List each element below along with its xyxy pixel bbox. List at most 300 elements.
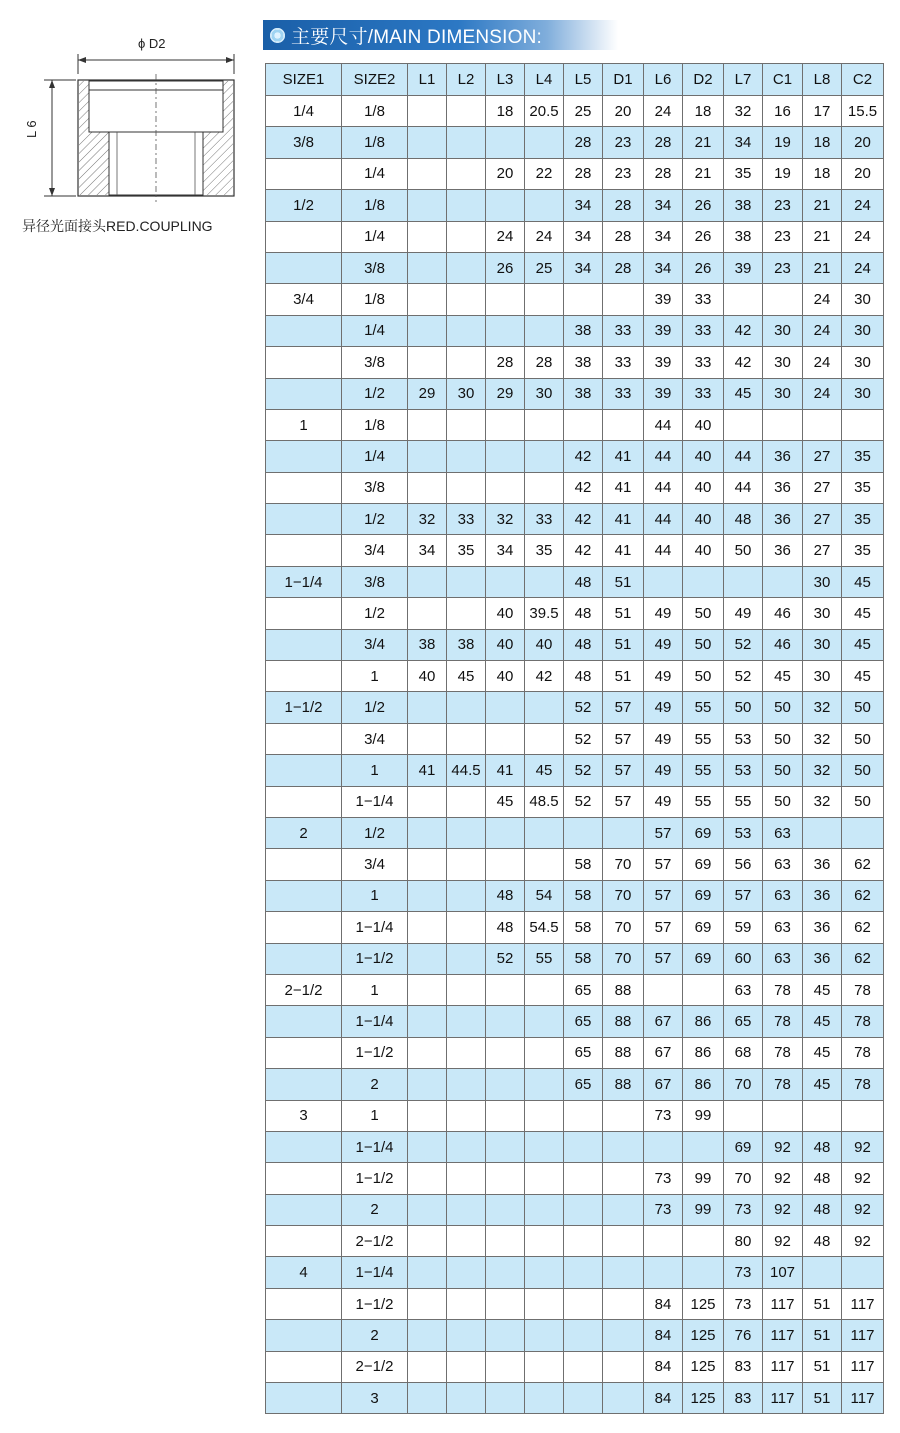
table-cell: 48	[564, 598, 603, 629]
coupling-drawing	[20, 34, 250, 244]
table-cell	[266, 849, 342, 880]
table-cell: 41	[603, 441, 644, 472]
table-cell: 52	[724, 661, 763, 692]
table-header-row	[266, 64, 884, 96]
table-cell: 24	[803, 347, 842, 378]
table-cell: 63	[763, 817, 803, 848]
table-cell: 78	[842, 1006, 884, 1037]
table-cell: 2−1/2	[342, 1226, 408, 1257]
bullet-icon	[270, 28, 285, 43]
table-cell: 40	[683, 472, 724, 503]
table-cell	[266, 1226, 342, 1257]
table-cell: 40	[408, 661, 447, 692]
table-cell: 3/8	[342, 566, 408, 597]
table-row	[266, 1069, 884, 1100]
table-cell: 1/2	[266, 190, 342, 221]
table-row	[266, 1257, 884, 1288]
table-cell	[486, 1257, 525, 1288]
table-cell: 57	[603, 692, 644, 723]
table-cell: 34	[564, 252, 603, 283]
table-cell: 50	[842, 692, 884, 723]
table-cell	[564, 409, 603, 440]
table-cell	[644, 974, 683, 1005]
table-cell: 1	[342, 755, 408, 786]
table-cell: 36	[803, 943, 842, 974]
table-cell: 36	[763, 504, 803, 535]
table-cell: 15.5	[842, 96, 884, 127]
table-cell	[408, 1351, 447, 1382]
table-cell	[447, 1006, 486, 1037]
table-cell: 45	[525, 755, 564, 786]
table-cell: 58	[564, 849, 603, 880]
table-cell: 117	[763, 1383, 803, 1414]
table-cell: 36	[803, 880, 842, 911]
table-cell: 73	[644, 1163, 683, 1194]
table-cell: 3/8	[266, 127, 342, 158]
table-cell: 58	[564, 912, 603, 943]
table-cell: 42	[724, 315, 763, 346]
table-cell: 39.5	[525, 598, 564, 629]
table-cell: 80	[724, 1226, 763, 1257]
table-cell: 34	[644, 221, 683, 252]
table-cell	[447, 96, 486, 127]
table-cell: 21	[803, 221, 842, 252]
table-cell: 62	[842, 943, 884, 974]
table-cell: 38	[447, 629, 486, 660]
table-cell	[564, 1226, 603, 1257]
table-cell: 1/8	[342, 284, 408, 315]
table-row	[266, 943, 884, 974]
table-cell: 1	[342, 1100, 408, 1131]
table-cell: 63	[763, 880, 803, 911]
table-cell: 1−1/4	[342, 1006, 408, 1037]
table-cell	[603, 1320, 644, 1351]
table-cell: 53	[724, 817, 763, 848]
table-row	[266, 1194, 884, 1225]
table-cell	[486, 817, 525, 848]
table-cell	[486, 566, 525, 597]
table-cell: 63	[763, 943, 803, 974]
column-header: L4	[525, 64, 564, 96]
table-cell: 50	[724, 692, 763, 723]
table-row	[266, 1131, 884, 1162]
table-cell: 1−1/4	[342, 786, 408, 817]
table-cell	[408, 315, 447, 346]
table-cell: 27	[803, 504, 842, 535]
table-cell	[525, 723, 564, 754]
table-row	[266, 1320, 884, 1351]
table-cell	[447, 1226, 486, 1257]
table-cell	[644, 1131, 683, 1162]
table-cell	[408, 1288, 447, 1319]
table-cell	[564, 1131, 603, 1162]
table-cell: 49	[724, 598, 763, 629]
table-cell: 41	[603, 472, 644, 503]
table-cell	[603, 1257, 644, 1288]
table-cell: 1/2	[342, 504, 408, 535]
table-cell: 84	[644, 1288, 683, 1319]
table-cell: 2	[266, 817, 342, 848]
table-cell: 73	[724, 1194, 763, 1225]
table-cell: 30	[763, 315, 803, 346]
table-cell: 38	[724, 190, 763, 221]
table-cell: 36	[763, 535, 803, 566]
table-cell: 23	[763, 221, 803, 252]
table-row	[266, 96, 884, 127]
table-cell	[683, 1257, 724, 1288]
table-cell	[525, 974, 564, 1005]
table-cell: 1−1/2	[342, 1163, 408, 1194]
table-row	[266, 190, 884, 221]
table-cell: 39	[644, 315, 683, 346]
table-cell: 57	[603, 786, 644, 817]
table-cell	[803, 1257, 842, 1288]
table-cell	[724, 409, 763, 440]
table-cell	[842, 1257, 884, 1288]
table-cell: 46	[763, 598, 803, 629]
table-cell: 78	[842, 1037, 884, 1068]
table-cell: 44	[644, 472, 683, 503]
table-row	[266, 315, 884, 346]
table-cell: 42	[564, 441, 603, 472]
table-cell: 1−1/2	[266, 692, 342, 723]
table-cell	[564, 1383, 603, 1414]
table-cell: 44	[644, 504, 683, 535]
table-row	[266, 661, 884, 692]
table-cell: 54.5	[525, 912, 564, 943]
table-cell: 52	[564, 786, 603, 817]
table-cell: 83	[724, 1351, 763, 1382]
dimension-l6-label: L 6	[24, 120, 39, 138]
table-cell: 63	[763, 849, 803, 880]
table-cell	[486, 692, 525, 723]
table-cell: 34	[644, 190, 683, 221]
table-cell: 34	[724, 127, 763, 158]
table-cell: 49	[644, 598, 683, 629]
table-cell: 1/8	[342, 96, 408, 127]
table-cell: 35	[842, 441, 884, 472]
table-cell	[603, 1383, 644, 1414]
table-cell: 51	[603, 661, 644, 692]
column-header: L6	[644, 64, 683, 96]
table-cell: 30	[525, 378, 564, 409]
table-cell: 70	[603, 849, 644, 880]
column-header: L8	[803, 64, 842, 96]
table-cell: 28	[486, 347, 525, 378]
table-row	[266, 1163, 884, 1194]
table-row	[266, 158, 884, 189]
table-cell: 1	[266, 409, 342, 440]
table-cell: 49	[644, 723, 683, 754]
table-cell: 1/4	[342, 221, 408, 252]
table-cell	[486, 974, 525, 1005]
table-cell: 30	[803, 566, 842, 597]
table-cell: 33	[603, 378, 644, 409]
table-cell	[266, 1288, 342, 1319]
table-cell: 36	[803, 849, 842, 880]
table-cell: 45	[842, 598, 884, 629]
table-cell: 1/2	[342, 692, 408, 723]
table-cell	[408, 1383, 447, 1414]
table-cell: 48	[803, 1194, 842, 1225]
table-cell	[447, 943, 486, 974]
table-cell: 55	[683, 692, 724, 723]
table-cell: 20.5	[525, 96, 564, 127]
table-cell	[486, 1288, 525, 1319]
table-cell	[408, 347, 447, 378]
table-cell: 32	[803, 786, 842, 817]
table-cell	[803, 409, 842, 440]
table-cell: 50	[683, 598, 724, 629]
table-cell: 34	[486, 535, 525, 566]
table-cell	[447, 880, 486, 911]
table-cell	[447, 284, 486, 315]
table-cell: 70	[724, 1163, 763, 1194]
table-cell: 44	[724, 441, 763, 472]
table-row	[266, 284, 884, 315]
table-cell: 38	[724, 221, 763, 252]
table-cell	[447, 1037, 486, 1068]
table-cell	[525, 472, 564, 503]
table-cell	[486, 849, 525, 880]
table-cell: 34	[408, 535, 447, 566]
table-cell: 30	[842, 315, 884, 346]
table-cell: 24	[842, 252, 884, 283]
table-cell: 36	[763, 441, 803, 472]
table-cell: 28	[564, 158, 603, 189]
table-cell: 57	[603, 723, 644, 754]
table-cell: 1−1/4	[342, 1131, 408, 1162]
table-cell: 50	[763, 786, 803, 817]
table-cell	[408, 190, 447, 221]
table-cell: 1/8	[342, 190, 408, 221]
table-cell: 92	[842, 1163, 884, 1194]
table-cell	[525, 817, 564, 848]
table-cell	[486, 441, 525, 472]
table-cell: 117	[842, 1383, 884, 1414]
table-cell: 45	[803, 1037, 842, 1068]
table-row	[266, 1037, 884, 1068]
table-cell	[447, 692, 486, 723]
table-cell	[603, 1351, 644, 1382]
table-cell: 1/4	[342, 158, 408, 189]
table-cell	[525, 1100, 564, 1131]
table-cell: 3/8	[342, 347, 408, 378]
table-cell	[724, 566, 763, 597]
table-cell: 3/8	[342, 472, 408, 503]
table-cell	[408, 880, 447, 911]
table-cell	[408, 1069, 447, 1100]
table-cell	[525, 1163, 564, 1194]
table-cell: 3/4	[266, 284, 342, 315]
table-cell: 3/8	[342, 252, 408, 283]
table-cell	[447, 817, 486, 848]
table-cell	[447, 190, 486, 221]
table-cell	[266, 347, 342, 378]
table-cell	[408, 284, 447, 315]
table-cell: 27	[803, 472, 842, 503]
table-cell: 49	[644, 692, 683, 723]
table-cell: 40	[525, 629, 564, 660]
table-cell: 65	[564, 1006, 603, 1037]
table-cell	[486, 1351, 525, 1382]
table-cell	[266, 1194, 342, 1225]
table-row	[266, 127, 884, 158]
table-cell	[525, 127, 564, 158]
column-header: L5	[564, 64, 603, 96]
table-cell: 24	[803, 284, 842, 315]
table-cell: 50	[683, 629, 724, 660]
dimension-table	[265, 63, 884, 1414]
table-cell	[447, 1383, 486, 1414]
column-header: C1	[763, 64, 803, 96]
table-cell: 55	[525, 943, 564, 974]
table-cell	[408, 1257, 447, 1288]
table-cell: 40	[683, 504, 724, 535]
table-cell	[525, 441, 564, 472]
table-cell: 32	[803, 755, 842, 786]
table-cell	[408, 1100, 447, 1131]
table-cell	[447, 1069, 486, 1100]
table-cell: 1−1/4	[266, 566, 342, 597]
table-cell: 1/4	[342, 315, 408, 346]
table-row	[266, 221, 884, 252]
table-cell: 30	[842, 378, 884, 409]
table-cell: 83	[724, 1383, 763, 1414]
table-cell: 51	[803, 1288, 842, 1319]
table-cell: 19	[763, 158, 803, 189]
table-cell: 76	[724, 1320, 763, 1351]
table-cell	[266, 661, 342, 692]
table-cell: 46	[763, 629, 803, 660]
table-cell: 52	[564, 755, 603, 786]
table-cell: 58	[564, 880, 603, 911]
table-row	[266, 1383, 884, 1414]
table-cell	[447, 723, 486, 754]
table-cell: 48	[564, 661, 603, 692]
table-row	[266, 472, 884, 503]
table-cell	[644, 1257, 683, 1288]
table-cell: 78	[842, 974, 884, 1005]
table-row	[266, 692, 884, 723]
table-cell: 44.5	[447, 755, 486, 786]
table-cell	[447, 1100, 486, 1131]
table-cell: 20	[842, 158, 884, 189]
table-cell	[408, 692, 447, 723]
table-cell	[763, 409, 803, 440]
table-cell: 21	[683, 127, 724, 158]
table-cell	[603, 1288, 644, 1319]
table-cell	[447, 912, 486, 943]
table-cell: 25	[525, 252, 564, 283]
table-cell: 45	[842, 661, 884, 692]
table-cell	[266, 378, 342, 409]
table-cell: 70	[603, 943, 644, 974]
table-cell	[408, 221, 447, 252]
table-cell: 27	[803, 441, 842, 472]
table-cell: 36	[763, 472, 803, 503]
table-cell: 67	[644, 1069, 683, 1100]
table-cell: 24	[842, 190, 884, 221]
table-cell	[408, 1006, 447, 1037]
table-cell: 3/4	[342, 723, 408, 754]
table-cell: 28	[525, 347, 564, 378]
table-cell: 73	[644, 1194, 683, 1225]
table-body	[266, 96, 884, 1414]
table-cell: 84	[644, 1320, 683, 1351]
table-cell	[408, 849, 447, 880]
table-cell: 48	[803, 1163, 842, 1194]
table-row	[266, 409, 884, 440]
table-cell: 23	[603, 127, 644, 158]
table-cell: 20	[486, 158, 525, 189]
table-cell	[525, 692, 564, 723]
table-cell: 45	[842, 566, 884, 597]
table-cell	[266, 1320, 342, 1351]
table-cell: 117	[842, 1320, 884, 1351]
table-cell: 48	[564, 629, 603, 660]
table-cell: 62	[842, 849, 884, 880]
table-cell: 41	[486, 755, 525, 786]
table-cell	[408, 409, 447, 440]
table-cell: 27	[803, 535, 842, 566]
table-cell	[408, 127, 447, 158]
table-cell: 125	[683, 1320, 724, 1351]
table-cell: 78	[763, 1006, 803, 1037]
table-cell: 88	[603, 974, 644, 1005]
table-cell	[266, 158, 342, 189]
table-row	[266, 755, 884, 786]
table-cell	[525, 1006, 564, 1037]
table-row	[266, 1288, 884, 1319]
table-cell: 117	[763, 1351, 803, 1382]
table-cell	[266, 1383, 342, 1414]
table-cell: 21	[683, 158, 724, 189]
table-cell	[447, 566, 486, 597]
table-cell: 35	[842, 472, 884, 503]
table-row	[266, 1100, 884, 1131]
table-cell: 24	[486, 221, 525, 252]
table-cell	[564, 1194, 603, 1225]
table-cell: 39	[644, 378, 683, 409]
table-cell: 34	[644, 252, 683, 283]
table-cell	[486, 1037, 525, 1068]
table-cell: 33	[525, 504, 564, 535]
table-cell	[763, 1100, 803, 1131]
table-cell: 20	[842, 127, 884, 158]
table-cell: 45	[803, 1006, 842, 1037]
table-cell: 1−1/4	[342, 912, 408, 943]
table-cell: 3	[342, 1383, 408, 1414]
table-cell	[486, 1100, 525, 1131]
table-cell: 86	[683, 1069, 724, 1100]
table-cell	[266, 441, 342, 472]
table-cell: 34	[564, 221, 603, 252]
table-cell: 30	[842, 284, 884, 315]
table-row	[266, 880, 884, 911]
table-cell	[266, 755, 342, 786]
table-cell	[447, 1351, 486, 1382]
table-cell: 1−1/2	[342, 1037, 408, 1068]
column-header: L1	[408, 64, 447, 96]
table-cell: 1/8	[342, 127, 408, 158]
column-header: SIZE2	[342, 64, 408, 96]
table-cell: 69	[724, 1131, 763, 1162]
dimension-d2-label: ϕ D2	[138, 36, 166, 51]
table-cell: 55	[683, 786, 724, 817]
table-cell	[408, 974, 447, 1005]
table-cell: 45	[803, 1069, 842, 1100]
